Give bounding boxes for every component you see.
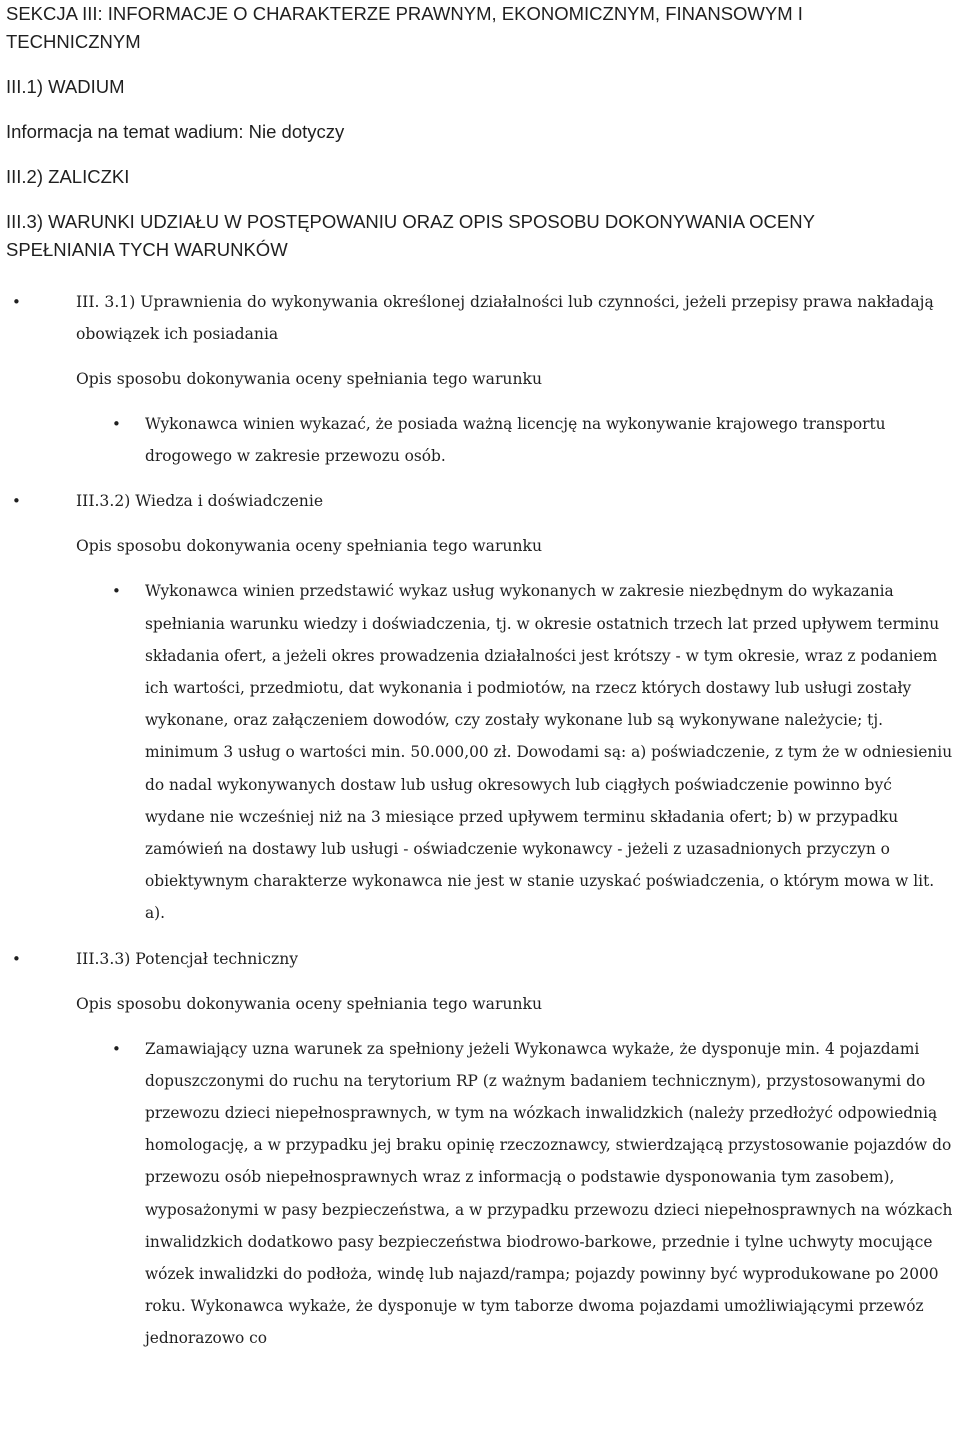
- condition-title: • III.3.3) Potencjał techniczny: [76, 949, 299, 968]
- method-description: • Wykonawca winien przedstawić wykaz usług wykonanych w zakresie niezbędnym do wykazania spełniania warunku wiedzy i doświadczenia, tj. w okresie ostatnich trzech lat przed upływem terminu składania ofert, a jeżeli okres prowadzenia działalności jest krótszy - w tym okresie, wraz z podaniem ich wartości, przedmiotu, dat wykonania i podmiotów, na rzecz których dostawy lub usługi zostały wykonane, oraz załączeniem dowodów, czy zostały wykonane lub są wykonywane należycie; tj. minimum 3 usług o wartości min. 50.000,00 zł. Dowodami są: a) poświadczenie, z tym że w odniesieniu do nadal wykonywanych dostaw lub usług okresowych lub ciągłych poświadczenie powinno być wydane nie wcześniej niż na 3 miesiące przed upływem terminu składania ofert; b) w przypadku zamówień na dostawy lub usługi - oświadczenie wykonawcy - jeżeli z uzasadnionych przyczyn o obiektywnym charakterze wykonawca nie jest w stanie uzyskać poświadczenia, o którym mowa w lit. a).: [76, 575, 960, 929]
- wadium-info: Informacja na temat wadium: Nie dotyczy: [6, 121, 345, 142]
- condition-title: • III. 3.1) Uprawnienia do wykonywania określonej działalności lub czynności, jeżeli przepisy prawa nakładają obowiązek ich posiadania: [76, 293, 934, 343]
- condition-item: [6, 286, 960, 472]
- method-label: Opis sposobu dokonywania oceny spełniania tego warunku: [76, 994, 542, 1013]
- method-label: Opis sposobu dokonywania oceny spełniania tego warunku: [76, 537, 542, 556]
- zaliczki-heading: III.2) ZALICZKI: [6, 166, 130, 187]
- method-description-list: [76, 575, 960, 929]
- method-description: • Zamawiający uzna warunek za spełniony jeżeli Wykonawca wykaże, że dysponuje min. 4 pojazdami dopuszczonymi do ruchu na terytorium RP (z ważnym badaniem technicznym), przystosowanymi do przewozu dzieci niepełnosprawnych, w tym na wózkach inwalidzkich (należy przedłożyć odpowiednią homologację, a w przypadku jej braku opinię rzeczoznawcy, stwierdzającą przystosowanie pojazdów do przewozu osób niepełnosprawnych wraz z informacją o podstawie dysponowania tym zasobem), wyposażonymi w pasy bezpieczeństwa, a w przypadku przewozu dzieci niepełnosprawnych na wózkach inwalidzkich dodatkowo pasy bezpieczeństwa biodrowo-barkowe, przednie i tylne uchwyty mocujące wózek inwalidzki do podłoża, windę lub najazd/rampa; pojazdy powinny być wyprodukowane po 2000 roku. Wykonawca wykaże, że dysponuje w tym taborze dwoma pojazdami umożliwiającymi przewóz jednorazowo co: [76, 1033, 960, 1355]
- condition-item: [6, 943, 960, 1355]
- section-title-line1: SEKCJA III: INFORMACJE O CHARAKTERZE PRAWNYM, EKONOMICZNYM, FINANSOWYM I: [6, 3, 803, 24]
- section-header-block: [6, 0, 960, 264]
- section-title-line2: TECHNICZNYM: [6, 31, 141, 52]
- method-description-list: [76, 1033, 960, 1355]
- wadium-heading: III.1) WADIUM: [6, 76, 125, 97]
- method-label: Opis sposobu dokonywania oceny spełniania tego warunku: [76, 370, 542, 388]
- condition-title: • III.3.2) Wiedza i doświadczenie: [76, 492, 324, 511]
- warunki-heading-line2: SPEŁNIANIA TYCH WARUNKÓW: [6, 239, 288, 260]
- method-description-list: [76, 408, 960, 472]
- condition-item: [6, 485, 960, 929]
- warunki-heading-line1: III.3) WARUNKI UDZIAŁU W POSTĘPOWANIU ORAZ OPIS SPOSOBU DOKONYWANIA OCENY: [6, 211, 815, 232]
- conditions-list: [6, 286, 960, 1355]
- method-description: • Wykonawca winien wykazać, że posiada ważną licencję na wykonywanie krajowego transportu drogowego w zakresie przewozu osób.: [76, 408, 960, 472]
